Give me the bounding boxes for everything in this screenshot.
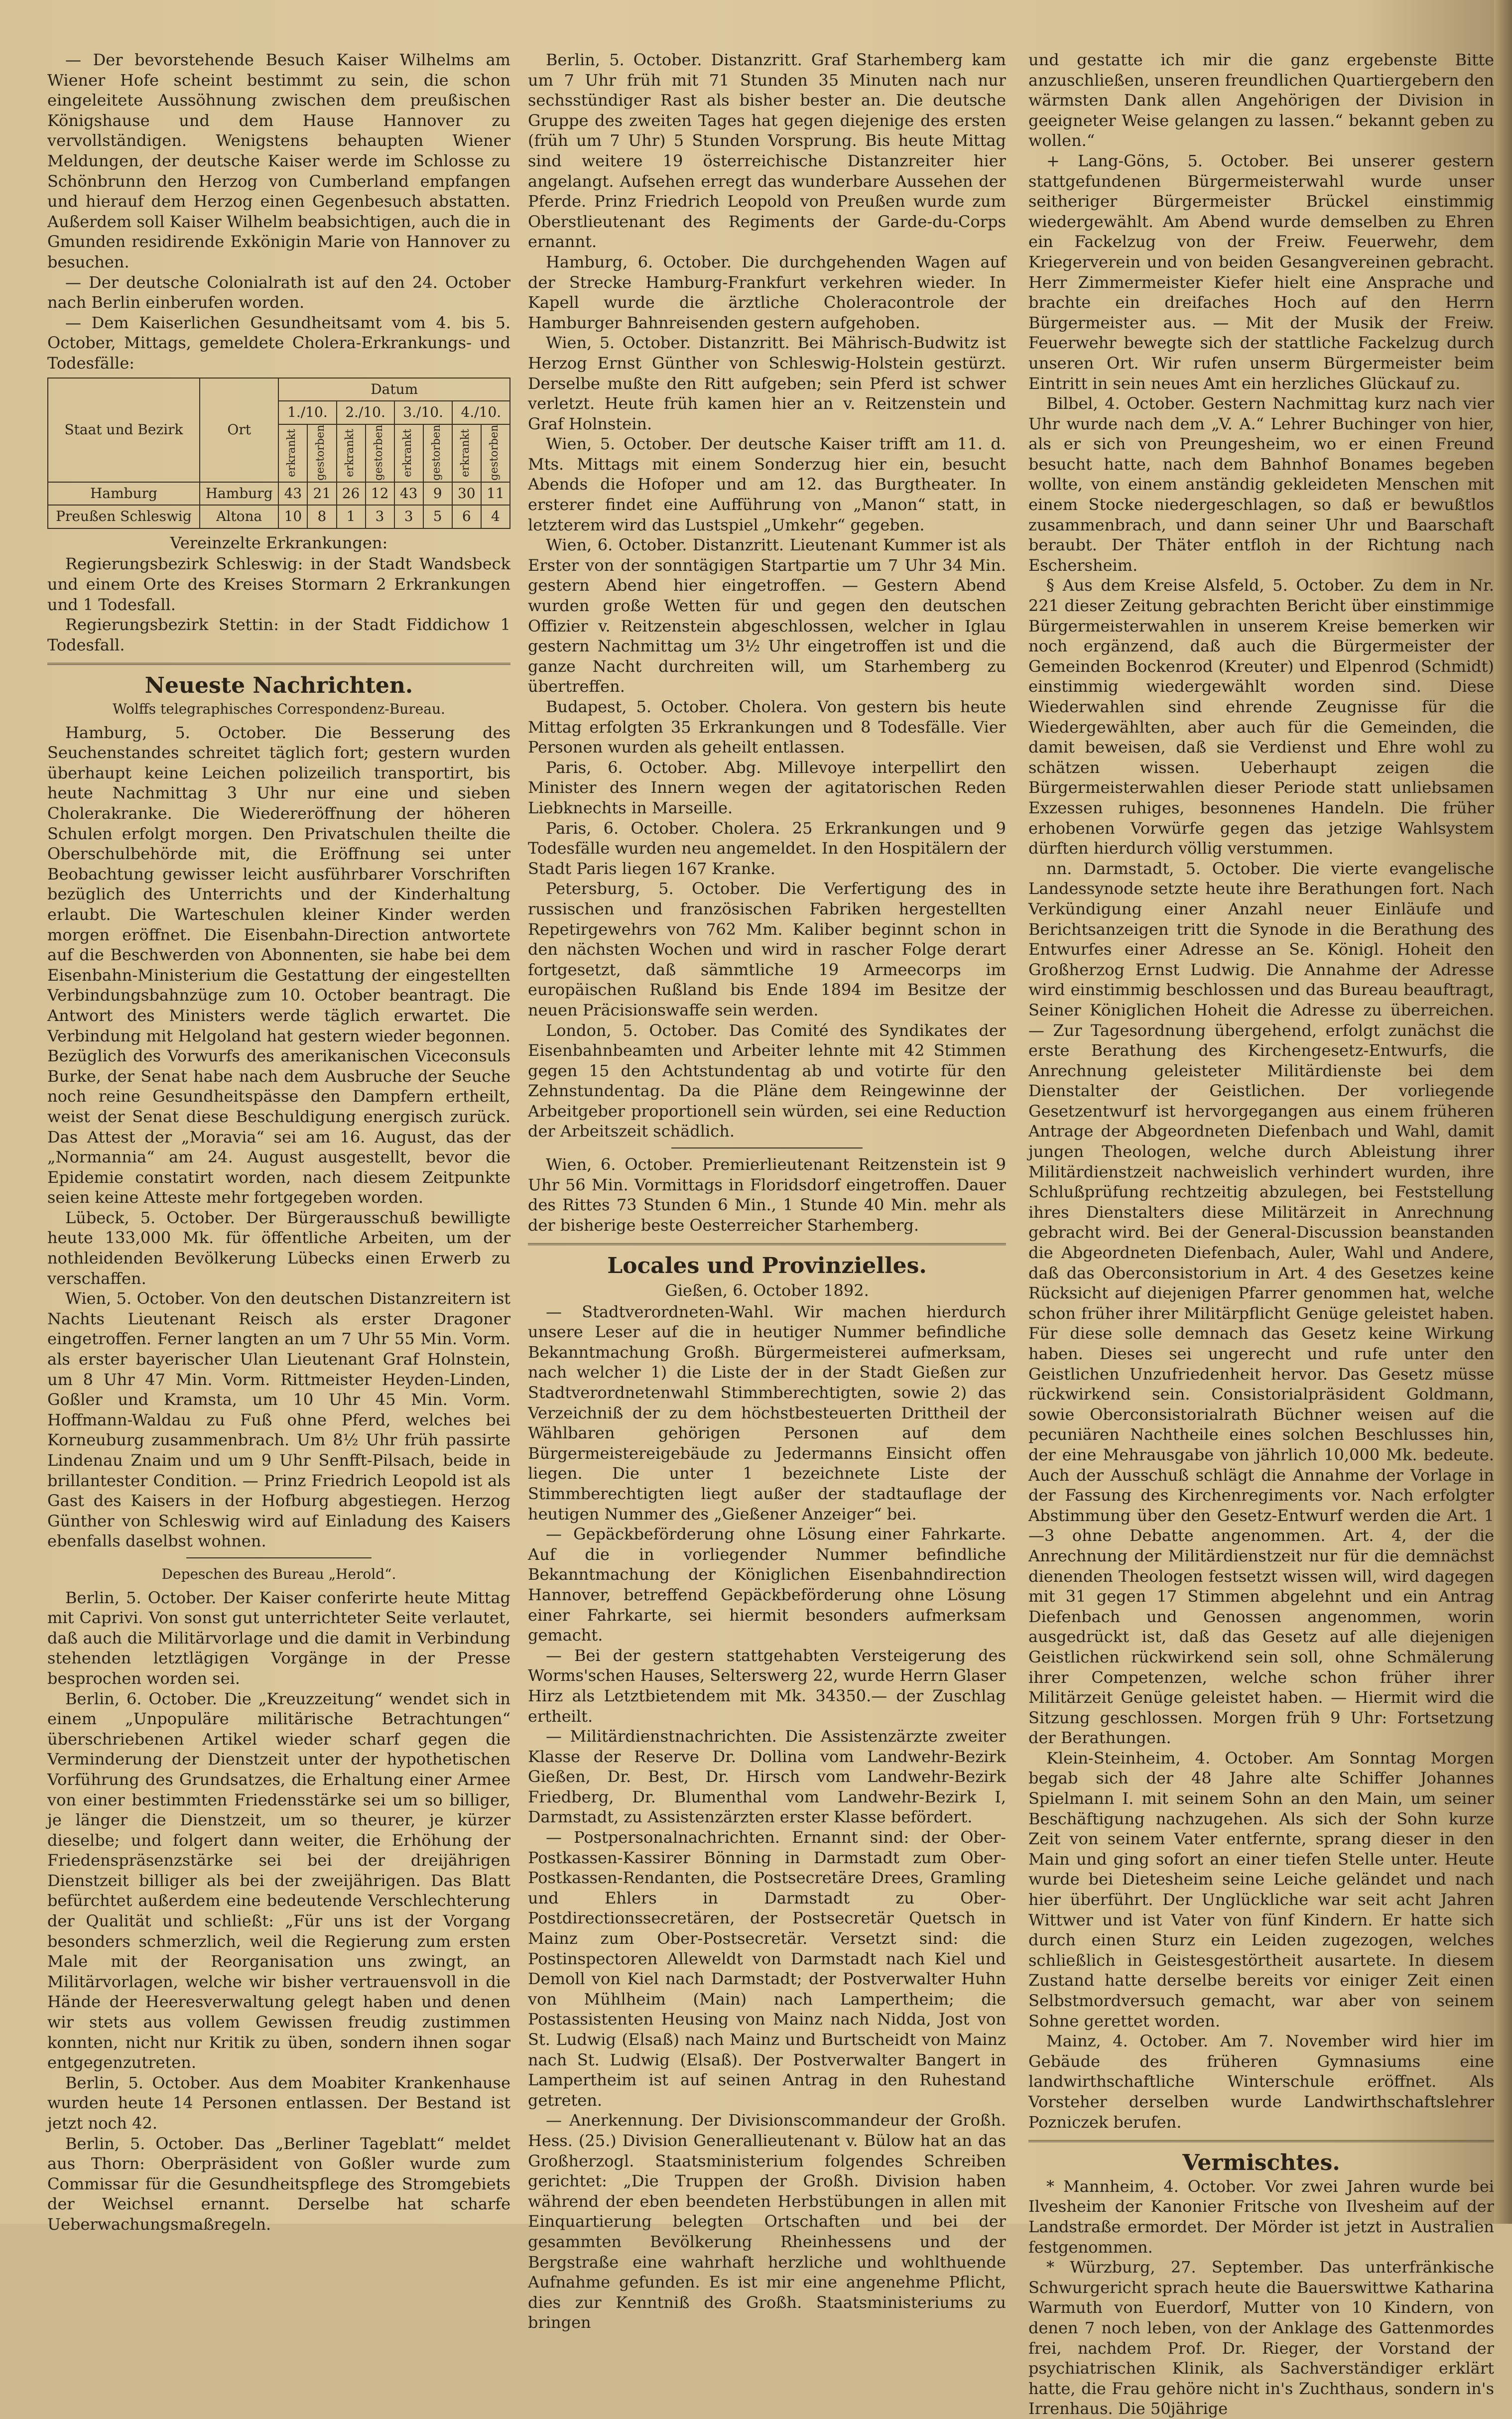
table-date: 2./10. <box>337 401 394 424</box>
table-cell: 10 <box>278 505 307 528</box>
table-date: 1./10. <box>278 401 336 424</box>
table-row <box>48 505 510 528</box>
article-kaiser-wilhelm: — Der bevorstehende Besuch Kaiser Wilhelms am Wiener Hofe scheint bestimmt zu sein, die schon eingeleitete Aussöhnung zwischen dem preußischen Königshause und dem Hause Hannover zu vervollständigen. Wenigstens behaupten Wiener Meldungen, der deutsche Kaiser werde im Schlosse zu Schönbrunn den Herzog von Cumberland empfangen und hierauf dem Herzog einen Gegenbesuch abstatten. Außerdem soll Kaiser Wilhelm beabsichtigen, auch die in Gmunden residirende Exkönigin Marie von Hannover zu besuchen. <box>47 50 510 271</box>
sub-label: gestorben <box>430 424 443 481</box>
table-cell: 5 <box>423 505 452 528</box>
article-versteigerung: — Bei der gestern stattgehabten Versteigerung des Worms'schen Hauses, Selterswerg 22, wurde Herrn Glaser Hirz als Letztbietendem mit Mk. 34350.— der Zuschlag ertheilt. <box>528 1646 1006 1726</box>
table-header-staat: Staat und Bezirk <box>48 378 200 482</box>
article-paris: Paris, 6. October. Cholera. 25 Erkrankungen und 9 Todesfälle wurden neu angemeldet. In den Hospitälern der Stadt Paris liegen 167 Kranke. <box>528 818 1006 878</box>
table-cell: 26 <box>337 482 366 506</box>
article-paris: Paris, 6. October. Abg. Millevoye interpellirt den Minister des Innern wegen der agitatorischen Reden Liebknechts in Marseille. <box>528 758 1006 817</box>
table-cell: 3 <box>394 505 423 528</box>
table-cell: 11 <box>481 482 510 506</box>
table-date: 3./10. <box>394 401 452 424</box>
article-militaerdienst: — Militärdienstnachrichten. Die Assistenzärzte zweiter Klasse der Reserve Dr. Dollina vom Landwehr-Bezirk Gießen, Dr. Best, Dr. Hirsch vom Landwehr-Bezirk Friedberg, Dr. Blumenthal vom Landwehr-Bezirk I, Darmstadt, zu Assistenzärzten erster Klasse befördert. <box>528 1727 1006 1827</box>
table-row <box>48 482 510 506</box>
article-london: London, 5. October. Das Comité des Syndikates der Eisenbahnbeamten und Arbeiter lehnte mit 42 Stimmen gegen 15 den Achtstundentag ab und votirte für den Zehnstundentag. Da die Pläne dem Reingewinne der Arbeitgeber proportionell sein würden, sei eine Reduction der Arbeitszeit schädlich. <box>528 1020 1006 1141</box>
article-anerkennung: — Anerkennung. Der Divisionscommandeur der Großh. Hess. (25.) Division Generallieutenant v. Bülow hat an das Großherzogl. Staatsministerium folgendes Schreiben gerichtet: „Die Truppen der Großh. Division haben während der eben beendeten Herbstübungen in allen mit Einquartierung belegten Ortschaften und bei der gesammten Bevölkerung Rheinhessens und der Bergstraße eine wahrhaft herzliche und wohlthuende Aufnahme gefunden. Es ist mir eine angenehme Pflicht, dies zur Kenntniß des Großh. Staatsministeriums zu bringen <box>528 2111 1006 2332</box>
divider <box>47 663 510 665</box>
article-gepaeck: — Gepäckbeförderung ohne Lösung einer Fahrkarte. Auf die in vorliegender Nummer befindliche Bekanntmachung der Königlichen Eisenbahndirection Hannover, betreffend Gepäckbeförderung ohne Lösung einer Fahrkarte, sei hiermit besonders aufmerksam gemacht. <box>528 1525 1006 1645</box>
article-kolonialrath: — Der deutsche Colonialrath ist auf den 24. October nach Berlin einberufen worden. <box>47 272 510 312</box>
article-bilbel: Bilbel, 4. October. Gestern Nachmittag kurz nach vier Uhr wurde nach dem „V. A.“ Lehrer Buchinger von hier, als er sich von Preungesheim, wo er einen Freund besucht hatte, nach dem Bahnhof Bonames begeben wollte, von einem anständig gekleideten Menschen mit einem Stocke niedergeschlagen, so daß er bewußtlos zusammenbrach, und dann seiner Uhr und Baarschaft beraubt. Der Thäter entfloh in der Richtung nach Eschersheim. <box>1028 394 1494 575</box>
table-cell: 4 <box>481 505 510 528</box>
article-darmstadt: nn. Darmstadt, 5. October. Die vierte evangelische Landessynode setzte heute ihre Berathungen fort. Nach Verkündigung einer Anzahl neuer Einläufe und Berichtsanzeigen tritt die Synode in die Berathung des Entwurfes einer Adresse an Se. Königl. Hoheit den Großherzog Ernst Ludwig. Die Annahme der Adresse wird einstimmig beschlossen und das Bureau beauftragt, Seiner Königlichen Hoheit die Adresse zu überreichen. — Zur Tagesordnung übergehend, erfolgt zunächst die erste Berathung des Kirchengesetz-Entwurfs, die Anrechnung geleisteter Militärdienste bei dem Dienstalter der Geistlichen. Der vorliegende Gesetzentwurf ist hervorgegangen aus einem früheren Antrage der Abgeordneten Diefenbach und Wahl, damit jungen Theologen, welche durch Ableistung ihrer Militärdienstzeit nachweislich verhindert wurden, ihre Schlußprüfung rechtzeitig abzulegen, bei Feststellung ihres Dienstalters diese Militärzeit in Anrechnung gebracht wird. Bei der General-Discussion beanstanden die Abgeordneten Diefenbach, Auler, Wahl und Andere, daß das Oberconsistorium in Art. 4 des Gesetzes keine Rücksicht auf diejenigen Pfarrer genommen hat, welche schon früher ihrer Militärpflicht Genüge geleistet haben. Für diese solle demnach das Gesetz keine Wirkung haben. Dieses sei ungerecht und rufe unter den Geistlichen Unzufriedenheit hervor. Das Gesetz müsse rückwirkend sein. Consistorialpräsident Goldmann, sowie Oberconsistorialrath Büchner weisen auf die pecuniären Nachtheile eines solchen Beschlusses hin, der eine Mehrausgabe von jährlich 10,000 Mk. bedeute. Auch der Ausschuß schlägt die Annahme der Vorlage in der Fassung des Kirchenregiments vor. Nach erfolgter Abstimmung über den Gesetz-Entwurf werden die Art. 1—3 ohne Debatte angenommen. Art. 4, der die Anrechnung der Militärdienstzeit nur für die demnächst dienenden Theologen festsetzt wissen will, wird dagegen mit 31 gegen 17 Stimmen abgelehnt und ein Antrag Diefenbach und Genossen angenommen, worin ausgedrückt ist, daß das Gesetz auf alle diejenigen Geistlichen rückwirkend sein soll, ohne Schmälerung ihrer Competenzen, welche schon früher ihrer Militärzeit Genüge geleistet haben. — Hiermit wird die Sitzung geschlossen. Morgen früh 9 Uhr: Fortsetzung der Berathungen. <box>1028 859 1494 1748</box>
article-mannheim: * Mannheim, 4. October. Vor zwei Jahren wurde bei Ilvesheim der Kanonier Fritsche von Ilvesheim auf der Landstraße ermordet. Der Mörder ist jetzt in Australien festgenommen. <box>1028 2176 1494 2257</box>
sub-label: erkrankt <box>343 429 356 478</box>
article-luebeck: Lübeck, 5. October. Der Bürgerausschuß bewilligte heute 133,000 Mk. für öffentliche Arbeiten, um der nothleidenden Bevölkerung Lübecks einen Erwerb zu verschaffen. <box>47 1208 510 1288</box>
article-berlin: Berlin, 5. October. Aus dem Moabiter Krankenhause wurden heute 14 Personen entlassen. Der Bestand ist jetzt noch 42. <box>47 2073 510 2133</box>
article-wien: Wien, 5. October. Distanzritt. Bei Mährisch-Budwitz ist Herzog Ernst Günther von Schleswig-Holstein gestürzt. Derselbe mußte den Ritt aufgeben; sein Pferd ist schwer verletzt. Heute früh kamen hier an v. Reitzenstein und Graf Holnstein. <box>528 333 1006 433</box>
table-sub-erkrankt <box>394 424 423 482</box>
section-subtitle-herold: Depeschen des Bureau „Herold“. <box>161 1565 396 1582</box>
table-sub-gestorben <box>307 424 336 482</box>
section-title-vermischtes: Vermischtes. <box>1182 2150 1340 2176</box>
divider <box>186 1557 372 1558</box>
article-berlin: Berlin, 5. October. Der Kaiser conferirte heute Mittag mit Caprivi. Von sonst gut unterrichteter Seite verlautet, daß auch die Militärvorlage und die damit in Verbindung stehenden letztlägigen Vorgänge in der Presse besprochen worden sei. <box>47 1588 510 1688</box>
table-cell: 43 <box>394 482 423 506</box>
article-budapest: Budapest, 5. October. Cholera. Von gestern bis heute Mittag erfolgten 35 Erkrankungen und 8 Todesfälle. Vier Personen wurden als geheilt entlassen. <box>528 697 1006 757</box>
article-mainz: Mainz, 4. October. Am 7. November wird hier im Gebäude des früheren Gymnasiums eine landwirthschaftliche Winterschule eröffnet. Als Vorsteher derselben wurde Landwirthschaftslehrer Pozniczek berufen. <box>1028 2032 1494 2132</box>
dateline: Gießen, 6. October 1892. <box>665 1281 869 1300</box>
article-wien: Wien, 5. October. Von den deutschen Distanzreitern ist Nachts Lieutenant Reisch als erster Dragoner eingetroffen. Ferner langten an um 7 Uhr 55 Min. Vorm. als erster bayerischer Ulan Lieutenant Graf Holnstein, um 8 Uhr 47 Min. Vorm. Rittmeister Heyden-Linden, Goßler und Kramsta, um 10 Uhr 45 Min. Vorm. Hoffmann-Waldau zu Fuß ohne Pferd, welches bei Korneuburg zusammenbrach. Um 8½ Uhr früh passirte Lindenau Znaim und um 9 Uhr Senfft-Pilsach, beide in brillantester Condition. — Prinz Friedrich Leopold ist als Gast des Kaisers in der Hofburg abgestiegen. Herzog Günther von Schleswig wird auf Einladung des Kaisers ebenfalls daselbst wohnen. <box>47 1289 510 1551</box>
column-right <box>1028 50 1494 2419</box>
table-sub-gestorben <box>481 424 510 482</box>
table-cell: 21 <box>307 482 336 506</box>
article-langgoens: + Lang-Göns, 5. October. Bei unserer gestern stattgefundenen Bürgermeisterwahl wurde unser seitheriger Bürgermeister Brückel einstimmig wiedergewählt. Am Abend wurde demselben zu Ehren ein Fackelzug von der Freiw. Feuerwehr, dem Kriegerverein und von beiden Gesangvereinen gebracht. Herr Zimmermeister Kiefer hielt eine Ansprache und brachte ein dreifaches Hoch auf den Herrn Bürgermeister aus. — Mit der Musik der Freiw. Feuerwehr bewegte sich der stattliche Fackelzug durch unseren Ort. Wir rufen unserm Bürgermeister beim Eintritt in sein neues Amt ein herzliches Glückauf zu. <box>1028 151 1494 393</box>
article-berlin: Berlin, 5. October. Das „Berliner Tageblatt“ meldet aus Thorn: Oberpräsident von Goßler wurde zum Commissar für die Gesundheitspflege des Stromgebiets der Weichsel ernannt. Derselbe hat scharfe Ueberwachungsmaßregeln. <box>47 2134 510 2234</box>
table-cell: 30 <box>452 482 481 506</box>
table-cell: 1 <box>337 505 366 528</box>
table-sub-gestorben <box>423 424 452 482</box>
sub-label: gestorben <box>488 424 501 481</box>
table-header-datum: Datum <box>278 378 510 401</box>
article-petersburg: Petersburg, 5. October. Die Verfertigung des in russischen und französischen Fabriken hergestellten Repetirgewehrs von 762 Mm. Kaliber beginnt schon in den nächsten Wochen und wird in rascher Folge derart fortgesetzt, daß sämmtliche 19 Armeecorps im europäischen Rußland bis Ende 1894 im Besitze der neuen Präcisionswaffe sein werden. <box>528 879 1006 1019</box>
column-left <box>47 50 510 2235</box>
table-cell: 3 <box>366 505 394 528</box>
divider <box>1028 2140 1494 2142</box>
article-alsfeld: § Aus dem Kreise Alsfeld, 5. October. Zu dem in Nr. 221 dieser Zeitung gebrachten Bericht über einstimmige Bürgermeisterwahlen in unserem Kreise bemerken wir noch ergänzend, daß auch die Bürgermeister der Gemeinden Bockenrod (Kreuter) und Elpenrod (Schmidt) einstimmig wiedergewählt worden sind. Diese Wiederwahlen sind ehrende Zeugnisse für die Wiedergewählten, aber auch für die Gemeinden, die damit beweisen, daß sie Verdienst und Ehre wohl zu schätzen wissen. Ueberhaupt zeigen die Bürgermeisterwahlen dieser Periode statt unliebsamen Exzessen ruhiges, besonnenes Handeln. Die früher erhobenen Vorwürfe gegen das jetzige Wahlsystem dürften hierdurch völlig verstummen. <box>1028 576 1494 858</box>
table-sub-erkrankt <box>337 424 366 482</box>
table-cell: 9 <box>423 482 452 506</box>
table-cell-staat: Hamburg <box>48 482 200 506</box>
article-wien: Wien, 5. October. Der deutsche Kaiser trifft am 11. d. Mts. Mittags mit einem Sonderzug hier ein, besucht Abends die Hofoper und am 12. das Burgtheater. In ersterer findet eine Aufführung von „Manon“ statt, in letzterem wird das Lustspiel „Umkehr“ gegeben. <box>528 434 1006 534</box>
article-postpersonal: — Postpersonalnachrichten. Ernannt sind: der Ober-Postkassen-Kassirer Bönning in Darmstadt zum Ober-Postkassen-Rendanten, die Postsecretäre Drees, Gramling und Ehlers in Darmstadt zu Ober-Postdirectionssecretären, der Postsecretär Quetsch in Mainz zum Ober-Postsecretär. Versetzt sind: die Postinspectoren Alleweldt von Darmstadt nach Kiel und Demoll von Kiel nach Darmstadt; der Postverwalter Huhn von Mühlheim (Main) nach Lampertheim; die Postassistenten Heusing von Mainz nach Nidda, Jost von St. Ludwig (Elsaß) nach Mainz und Burtscheidt von Mainz nach St. Ludwig (Elsaß). Der Postverwalter Bangert in Lampertheim ist auf seinen Antrag in den Ruhestand getreten. <box>528 1828 1006 2110</box>
article-berlin-distanz: Berlin, 5. October. Distanzritt. Graf Starhemberg kam um 7 Uhr früh mit 71 Stunden 35 Minuten nach nur sechsstündiger Rast als bisher bester an. Die deutsche Gruppe des zweiten Tages hat gegen diejenige des ersten (früh um 7 Uhr) 5 Stunden Vorsprung. Bis heute Mittag sind weitere 19 österreichische Distanzreiter hier angelangt. Aufsehen erregt das wunderbare Aussehen der Pferde. Prinz Friedrich Leopold von Preußen wurde zum Oberstlieutenant des Regiments der Garde-du-Corps ernannt. <box>528 50 1006 252</box>
article-hamburg: Hamburg, 6. October. Die durchgehenden Wagen auf der Strecke Hamburg-Frankfurt verkehren wieder. In Kapell wurde die ärztliche Choleracontrole der Hamburger Bahnreisenden gestern aufgehoben. <box>528 252 1006 332</box>
cholera-table <box>47 378 510 529</box>
article-anerkennung-cont: und gestatte ich mir die ganz ergebenste Bitte anzuschließen, unseren freundlichen Quartiergebern den wärmsten Dank allen Angehörigen der Division in geeigneter Weise gelangen zu lassen.“ bekannt geben zu wollen.“ <box>1028 50 1494 150</box>
section-title-neueste: Neueste Nachrichten. <box>144 673 413 699</box>
divider <box>528 1243 1006 1245</box>
article-kleinsteinheim: Klein-Steinheim, 4. October. Am Sonntag Morgen begab sich der 48 Jahre alte Schiffer Johannes Spielmann I. mit seinem Sohn an den Main, um seiner Beschäftigung nachzugehen. Als sich der Sohn kurze Zeit von seinem Vater entfernte, sprang dieser in den Main und ging sofort an einer tiefen Stelle unter. Heute wurde bei Dietesheim seine Leiche geländet und nach hier überführt. Der Unglückliche war seit acht Jahren Wittwer und ist Vater von fünf Kindern. Er hatte sich durch einen Sturz ein Leiden zugezogen, welches schließlich in Geistesgestörtheit ausartete. In diesem Zustand hatte derselbe bereits vor einiger Zeit einen Selbstmordversuch gemacht, war aber von seinem Sohne gerettet worden. <box>1028 1748 1494 2031</box>
divider <box>671 1147 863 1148</box>
article-wuerzburg: * Würzburg, 27. September. Das unterfränkische Schwurgericht sprach heute die Bauerswittwe Katharina Warmuth von Euerdorf, Mutter von 10 Kindern, von denen 7 noch leben, von der Anklage des Gattenmordes frei, nachdem Prof. Dr. Rieger, der Vorstand der psychiatrischen Klinik, als Sachverständiger erklärt hatte, die Frau gehöre nicht in's Zuchthaus, sondern in's Irrenhaus. Die 50jährige <box>1028 2258 1494 2419</box>
table-cell: 6 <box>452 505 481 528</box>
table-header-ort: Ort <box>200 378 278 482</box>
vereinzelt-title: Vereinzelte Erkrankungen: <box>170 533 388 552</box>
article-stadtverordneten: — Stadtverordneten-Wahl. Wir machen hierdurch unsere Leser auf die in heutiger Nummer befindliche Bekanntmachung Großh. Bürgermeisterei aufmerksam, nach welcher 1) die Liste der in der Stadt Gießen zur Stadtverordnetenwahl Stimmberechtigten, sowie 2) das Verzeichniß der zu dem höchstbesteuerten Drittheil der Wählbaren gehörigen Personen auf dem Bürgermeistereigebäude zu Jedermanns Einsicht offen liegen. Die unter 1 bezeichnete Liste der Stimmberechtigten liegt außer der stadtauflage der heutigen Nummer des „Gießener Anzeiger“ bei. <box>528 1302 1006 1524</box>
article-wien: Wien, 6. October. Premierlieutenant Reitzenstein ist 9 Uhr 56 Min. Vormittags in Floridsdorf eingetroffen. Dauer des Rittes 73 Stunden 6 Min., 1 Stunde 40 Min. mehr als der bisherige beste Oesterreicher Starhemberg. <box>528 1155 1006 1235</box>
vereinzelt-stettin: Regierungsbezirk Stettin: in der Stadt Fiddichow 1 Todesfall. <box>47 615 510 654</box>
sub-label: gestorben <box>314 424 327 481</box>
sub-label: erkrankt <box>459 429 472 478</box>
table-date: 4./10. <box>452 401 510 424</box>
sub-label: gestorben <box>372 424 385 481</box>
table-sub-erkrankt <box>452 424 481 482</box>
table-cell: 43 <box>278 482 307 506</box>
page-edge <box>1494 0 1512 2224</box>
column-middle <box>528 50 1006 2333</box>
section-title-locales: Locales und Provinzielles. <box>607 1253 927 1279</box>
table-cell: 12 <box>366 482 394 506</box>
article-berlin: Berlin, 6. October. Die „Kreuzzeitung“ wendet sich in einem „Unpopuläre militärische Betrachtungen“ überschriebenen Artikel wieder scharf gegen die Verminderung der Dienstzeit unter der hypothetischen Vorführung des Grundsatzes, die Erhaltung einer Armee von einer bestimmten Friedensstärke sei um so billiger, je länger die Dienstzeit, um so theurer, je kürzer dieselbe; und folgert dann weiter, die Erhöhung der Friedenspräsenzstärke sei bei der dreijährigen Dienstzeit billiger als bei der zweijährigen. Das Blatt befürchtet außerdem eine bedeutende Verschlechterung der Qualität und schließt: „Für uns ist der Vorgang besonders schmerzlich, weil die Regierung zum ersten Male mit der Reorganisation uns zwingt, an Militärvorlagen, welche wir bisher vertrauensvoll in die Hände der Heeresverwaltung gelegt haben und denen wir stets aus vollem Gewissen freudig zustimmen konnten, nicht nur Kritik zu üben, sondern ihnen sogar entgegenzutreten. <box>47 1689 510 2072</box>
table-cell-ort: Altona <box>200 505 278 528</box>
sub-label: erkrankt <box>401 429 414 478</box>
article-gesundheitsamt: — Dem Kaiserlichen Gesundheitsamt vom 4. bis 5. October, Mittags, gemeldete Cholera-Erkrankungs- und Todesfälle: <box>47 313 510 373</box>
table-sub-erkrankt <box>278 424 307 482</box>
table-cell-ort: Hamburg <box>200 482 278 506</box>
table-sub-gestorben <box>366 424 394 482</box>
article-wien: Wien, 6. October. Distanzritt. Lieutenant Kummer ist als Erster von der sonntägigen Startpartie um 7 Uhr 34 Min. gestern Abend hier eingetroffen. — Gestern Abend wurden große Wetten für und gegen den deutschen Offizier v. Reitzenstein abgeschlossen, welcher in Iglau gestern Nachmittag um 3½ Uhr eingetroffen ist und die ganze Nacht durchreiten will, um Starhemberg zu übertreffen. <box>528 535 1006 696</box>
sub-label: erkrankt <box>285 429 298 478</box>
article-hamburg: Hamburg, 5. October. Die Besserung des Seuchenstandes schreitet täglich fort; gestern wurden überhaupt keine Leichen polizeilich transportirt, bis heute Nachmittag 3 Uhr nur eine und sieben Cholerakranke. Die Wiedereröffnung der höheren Schulen erfolgt morgen. Den Privatschulen theilte die Oberschulbehörde mit, die Eröffnung sei unter Beobachtung gewisser leicht ausführbarer Vorschriften bezüglich des Unterrichts und der Kinderhaltung erlaubt. Die Warteschulen kleiner Kinder werden morgen eröffnet. Die Eisenbahn-Direction antwortete auf die Beschwerden von Abonnenten, sie habe bei dem Eisenbahn-Ministerium die Gestattung der eingestellten Verbindungsbahnzüge zum 10. October beantragt. Die Antwort des Ministers werde täglich erwartet. Die Verbindung mit Helgoland hat gestern wieder begonnen. Bezüglich des Vorwurfs des amerikanischen Viceconsuls Burke, der Senat habe nach dem Ausbruche der Seuche noch reine Gesundheitspässe den Dampfern ertheilt, weist der Senat diese Beschuldigung energisch zurück. Das Attest der „Moravia“ sei am 16. August, das der „Normannia“ am 24. August ausgestellt, bevor die Epidemie constatirt worden, nach diesem Zeitpunkte seien keine Atteste mehr fortgegeben worden. <box>47 723 510 1207</box>
vereinzelt-schleswig: Regierungsbezirk Schleswig: in der Stadt Wandsbeck und einem Orte des Kreises Stormarn 2 Erkrankungen und 1 Todesfall. <box>47 554 510 614</box>
table-cell: 8 <box>307 505 336 528</box>
table-cell-staat: Preußen Schleswig <box>48 505 200 528</box>
section-subtitle-wolffs: Wolffs telegraphisches Correspondenz-Bureau. <box>113 701 445 718</box>
